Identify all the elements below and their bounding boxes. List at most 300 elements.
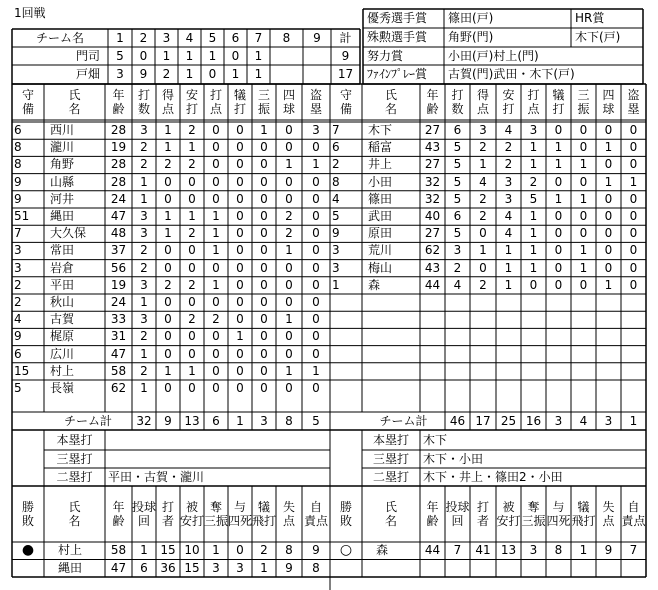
left-batter-stat: 0	[188, 243, 196, 258]
right-batter-stat: 1	[579, 243, 588, 258]
left-batter-stat: 0	[236, 260, 244, 275]
right-batter-stat: 27	[424, 157, 441, 172]
right-batter-stat: 5	[453, 174, 462, 189]
right-batter-stat: 0	[579, 123, 588, 137]
inning-score: 9	[139, 67, 148, 81]
left-extra-hit-value: 平田・古賀・瀧川	[108, 470, 205, 484]
right-batter-stat: 0	[479, 226, 487, 241]
right-batter-stat: 0	[579, 277, 588, 292]
left-batter-stat: 0	[212, 346, 220, 361]
right-team-total: 46	[449, 414, 466, 428]
right-batter-name: 篠田	[368, 191, 393, 206]
team-total: 9	[341, 49, 350, 63]
right-team-total: 3	[554, 414, 563, 428]
left-batter-stat: 1	[212, 226, 220, 241]
right-batter-stat: 6	[453, 123, 462, 137]
right-batter-stat: 4	[332, 191, 340, 206]
right-batting-header: 盗 塁	[627, 88, 640, 116]
right-batter-stat: 0	[604, 209, 613, 223]
right-batter-stat: 3	[504, 174, 513, 189]
left-batter-stat: 24	[110, 295, 127, 309]
right-batter-stat: 1	[504, 243, 513, 258]
right-batter-stat: 43	[424, 140, 441, 155]
left-batter-stat: 2	[285, 226, 293, 241]
right-batter-stat: 5	[453, 191, 462, 206]
left-batter-stat: 0	[260, 329, 268, 344]
right-batting-header: 三 振	[577, 88, 590, 116]
award-label: 殊勲選手賞	[367, 30, 428, 44]
left-batter-stat: 9	[14, 191, 22, 206]
left-batter-stat: 2	[140, 140, 148, 155]
left-batter-stat: 1	[285, 157, 293, 172]
left-batter-stat: 2	[212, 312, 220, 327]
right-batter-stat: 2	[504, 140, 513, 155]
right-batter-stat: 0	[604, 226, 613, 241]
left-batter-name: 大久保	[50, 226, 87, 241]
left-batter-stat: 1	[140, 295, 148, 309]
right-pitching-header: 勝 敗	[339, 500, 352, 528]
right-extra-hit-value: 木下・小田	[423, 452, 484, 466]
left-batter-stat: 0	[260, 226, 268, 241]
left-pitching-header: 犠 飛打	[252, 500, 277, 528]
right-batter-stat: 0	[604, 260, 613, 275]
right-batter-stat: 5	[453, 157, 462, 172]
left-batter-stat: 2	[14, 295, 22, 309]
left-batter-stat: 0	[260, 295, 268, 309]
left-batter-stat: 9	[14, 329, 22, 344]
left-batter-stat: 0	[212, 363, 220, 378]
left-pitcher-stat: 1	[260, 560, 268, 575]
right-batter-stat: 1	[529, 157, 538, 172]
right-team-total: 4	[579, 414, 588, 428]
inning-header: 4	[185, 31, 194, 45]
right-batter-stat: 1	[604, 140, 613, 155]
left-batter-stat: 2	[164, 277, 172, 292]
right-batter-stat: 0	[604, 243, 613, 258]
inning-score: 2	[162, 67, 171, 81]
left-batter-stat: 0	[164, 312, 172, 327]
right-batter-stat: 2	[529, 174, 538, 189]
left-batter-stat: 3	[140, 123, 148, 137]
right-batting-header: 年 齢	[426, 88, 439, 116]
score-header-team: チーム名	[35, 31, 84, 45]
left-batter-stat: 7	[14, 226, 22, 241]
right-batter-name: 小田	[368, 174, 393, 189]
right-batter-stat: 0	[629, 226, 638, 241]
left-extra-hit-value	[108, 430, 328, 450]
inning-score: 0	[139, 49, 148, 63]
left-pitcher-result	[12, 560, 44, 578]
award-label: 努力賞	[367, 49, 404, 63]
left-batter-stat: 3	[14, 260, 22, 275]
inning-header: 6	[231, 31, 240, 45]
left-batter-name: 梶原	[50, 329, 75, 344]
right-pitching-header: 与 四死	[546, 500, 571, 528]
left-batter-stat: 0	[260, 312, 268, 327]
left-batter-stat: 1	[140, 174, 148, 189]
left-batter-stat: 1	[285, 363, 293, 378]
right-batter-stat: 5	[453, 140, 462, 155]
right-extra-hit-label: 本塁打	[372, 433, 409, 447]
left-pitcher-stat: 1	[212, 543, 220, 557]
right-batter-stat: 3	[332, 260, 340, 275]
left-batter-stat: 28	[110, 174, 127, 189]
left-batter-stat: 2	[140, 363, 148, 378]
right-batter-stat: 2	[504, 157, 513, 172]
left-batter-stat: 2	[140, 260, 148, 275]
right-batter-stat: 0	[579, 140, 588, 155]
left-team-total: 5	[312, 414, 320, 428]
award-label: 優秀選手賞	[367, 11, 428, 25]
right-batter-stat: 7	[332, 123, 340, 137]
right-batter-stat: 1	[529, 243, 538, 258]
left-pitcher-stat: 3	[212, 560, 220, 575]
left-pitcher-stat: 15	[160, 543, 176, 557]
right-batter-stat: 6	[453, 209, 462, 223]
right-pitching-header: 自 責点	[621, 500, 646, 528]
left-batting-header: 打 点	[209, 88, 222, 116]
left-batter-name: 角野	[50, 157, 75, 172]
right-batter-stat: 0	[629, 260, 638, 275]
right-batter-stat: 0	[554, 226, 563, 241]
right-batter-stat: 1	[479, 243, 487, 258]
right-extra-hit-label: 三塁打	[372, 452, 409, 466]
inning-header: 2	[139, 31, 148, 45]
left-batter-stat: 9	[14, 174, 22, 189]
left-batting-header: 得 点	[161, 88, 174, 116]
left-batter-stat: 15	[14, 363, 30, 378]
right-batter-stat: 0	[554, 209, 563, 223]
right-batter-stat: 8	[332, 174, 340, 189]
left-pitcher-stat: 0	[236, 543, 244, 557]
right-pitching-header: 犠 飛打	[571, 500, 596, 528]
right-batter-stat: 1	[479, 157, 487, 172]
right-batting-header: 安 打	[502, 88, 515, 116]
left-batter-stat: 3	[140, 209, 148, 223]
award-extra: 木下(戸)	[575, 30, 621, 44]
right-batting-header: 得 点	[476, 88, 489, 116]
left-batter-stat: 0	[236, 123, 244, 137]
left-batter-stat: 58	[110, 363, 127, 378]
left-batter-stat: 37	[110, 243, 127, 258]
left-batter-stat: 0	[312, 174, 320, 189]
left-team-total: 32	[136, 414, 152, 428]
left-batter-stat: 19	[110, 277, 127, 292]
right-pitcher-stat: 7	[629, 543, 638, 557]
right-team-total: 1	[629, 414, 638, 428]
right-batter-stat: 1	[332, 277, 340, 292]
inning-header: 5	[208, 31, 217, 45]
left-pitching-header: 氏 名	[68, 500, 81, 528]
left-batter-stat: 28	[110, 157, 127, 172]
left-batter-stat: 3	[140, 312, 148, 327]
right-batter-stat: 1	[629, 174, 638, 189]
right-pitching-header: 打 者	[476, 500, 489, 528]
left-batter-stat: 6	[14, 123, 22, 137]
left-batter-stat: 0	[236, 277, 244, 292]
left-batter-stat: 0	[260, 174, 268, 189]
left-batter-stat: 1	[312, 157, 320, 172]
left-batter-stat: 2	[14, 277, 22, 292]
left-batter-stat: 0	[285, 191, 293, 206]
right-batter-stat: 3	[332, 243, 340, 258]
right-batter-stat: 3	[453, 243, 462, 258]
left-batter-name: 秋山	[50, 295, 75, 309]
inning-score	[270, 65, 303, 84]
left-batter-stat: 0	[312, 312, 320, 327]
right-team-total: 17	[475, 414, 491, 428]
left-batter-stat: 0	[236, 381, 244, 395]
left-batter-stat: 1	[188, 363, 196, 378]
left-batter-stat: 0	[312, 381, 320, 395]
left-batting-header: 氏 名	[68, 88, 81, 116]
right-batter-name: 梅山	[368, 260, 393, 275]
left-batter-stat: 0	[236, 191, 244, 206]
left-batter-stat: 47	[110, 209, 127, 223]
left-batter-stat: 0	[285, 295, 293, 309]
left-batting-header: 犠 打	[233, 88, 246, 116]
left-pitcher-stat: 36	[160, 560, 176, 575]
left-batter-stat: 0	[212, 191, 220, 206]
right-batter-stat: 1	[554, 191, 563, 206]
left-batter-stat: 62	[110, 381, 127, 395]
right-batter-stat: 2	[479, 209, 487, 223]
right-batter-stat: 1	[579, 260, 588, 275]
left-batter-stat: 0	[188, 381, 196, 395]
left-batter-stat: 0	[212, 123, 220, 137]
right-batter-stat: 0	[579, 209, 588, 223]
left-batter-stat: 0	[312, 260, 320, 275]
inning-score: 1	[254, 49, 263, 63]
left-batter-stat: 0	[312, 140, 320, 155]
right-batter-stat: 2	[479, 277, 487, 292]
left-batter-stat: 0	[212, 157, 220, 172]
right-batter-name: 木下	[368, 123, 393, 137]
award-value: 古賀(門)武田・木下(戸)	[448, 67, 575, 81]
left-team-total: 8	[285, 414, 293, 428]
left-batting-header: 三 振	[257, 88, 270, 116]
inning-score: 1	[162, 49, 171, 63]
left-batter-stat: 51	[14, 209, 30, 223]
left-batter-stat: 1	[236, 329, 244, 344]
right-batter-stat: 6	[332, 140, 340, 155]
left-pitching-header: 年 齢	[112, 500, 125, 528]
left-batter-stat: 0	[236, 157, 244, 172]
left-batter-stat: 0	[285, 381, 293, 395]
left-batter-stat: 0	[312, 277, 320, 292]
right-team-total: 25	[500, 414, 517, 428]
left-batter-stat: 3	[140, 226, 148, 241]
inning-header: 9	[313, 31, 321, 45]
right-batter-name: 稲富	[368, 140, 393, 155]
left-pitcher-stat: 1	[140, 543, 148, 557]
team-name: 門司	[75, 49, 100, 63]
inning-score: 3	[116, 67, 124, 81]
right-extra-hit-value: 木下	[423, 433, 448, 447]
left-batter-stat: 0	[260, 140, 268, 155]
left-batter-name: 山縣	[50, 174, 75, 189]
inning-header: 7	[254, 31, 263, 45]
right-batter-stat: 1	[554, 140, 563, 155]
left-batter-stat: 2	[164, 157, 172, 172]
left-batter-stat: 0	[236, 295, 244, 309]
right-batter-stat: 1	[529, 226, 538, 241]
right-batter-stat: 0	[629, 209, 638, 223]
left-batter-stat: 1	[188, 209, 196, 223]
left-batter-stat: 1	[188, 140, 196, 155]
inning-score: 5	[116, 49, 124, 63]
left-batter-name: 村上	[50, 363, 75, 378]
right-batter-stat: 3	[529, 123, 538, 137]
right-batter-stat: 1	[504, 260, 513, 275]
left-batter-stat: 33	[110, 312, 127, 327]
right-batter-stat: 9	[332, 226, 340, 241]
left-batter-stat: 6	[14, 346, 22, 361]
left-batter-name: 岩倉	[50, 260, 75, 275]
left-batter-stat: 2	[140, 329, 148, 344]
right-batter-name: 荒川	[368, 243, 393, 258]
right-batter-stat: 0	[554, 174, 563, 189]
left-batter-stat: 0	[236, 312, 244, 327]
right-pitching-header: 失 点	[602, 500, 615, 528]
left-batter-stat: 0	[260, 260, 268, 275]
right-batter-stat: 27	[424, 123, 441, 137]
left-batter-stat: 1	[164, 123, 172, 137]
right-batter-stat: 0	[554, 277, 563, 292]
left-batter-stat: 0	[164, 381, 172, 395]
left-batter-stat: 0	[188, 295, 196, 309]
left-extra-hit-label: 本塁打	[56, 433, 93, 447]
left-team-total-label: チーム計	[63, 414, 112, 428]
page-title: 1回戦	[14, 6, 46, 20]
left-batting-header: 年 齢	[112, 88, 125, 116]
right-pitching-header: 氏 名	[384, 500, 397, 528]
left-batter-stat: 3	[312, 123, 320, 137]
right-batter-stat: 1	[529, 260, 538, 275]
right-batter-stat: 0	[629, 157, 638, 172]
right-batter-stat: 4	[504, 209, 513, 223]
right-batter-stat: 5	[453, 226, 462, 241]
left-team-total: 9	[164, 414, 172, 428]
left-batter-stat: 1	[212, 243, 220, 258]
right-batter-stat: 0	[629, 123, 638, 137]
right-pitcher-stat: 7	[453, 543, 462, 557]
right-batter-stat: 2	[453, 260, 462, 275]
right-batter-stat: 27	[424, 226, 441, 241]
left-batter-stat: 0	[260, 209, 268, 223]
left-batter-stat: 0	[260, 363, 268, 378]
left-batter-stat: 0	[164, 295, 172, 309]
right-batter-stat: 4	[453, 277, 462, 292]
right-batter-stat: 40	[424, 209, 441, 223]
left-batter-stat: 0	[260, 277, 268, 292]
right-pitcher-stat: 9	[604, 543, 613, 557]
right-pitcher-stat: 44	[424, 543, 441, 557]
right-extra-hit-label: 二塁打	[372, 470, 409, 484]
right-batter-stat: 0	[629, 191, 638, 206]
inning-header: 8	[282, 31, 291, 45]
right-batter-name: 原田	[368, 226, 393, 241]
left-batter-stat: 0	[312, 243, 320, 258]
left-batter-stat: 0	[236, 209, 244, 223]
left-batter-stat: 0	[260, 191, 268, 206]
right-pitcher-name: 森	[376, 543, 389, 557]
left-pitcher-stat: 8	[285, 543, 293, 557]
right-pitching-header: 被 安打	[496, 500, 521, 528]
right-batter-stat: 1	[579, 191, 588, 206]
left-batter-name: 広川	[50, 346, 75, 361]
left-batter-stat: 0	[236, 363, 244, 378]
left-batter-stat: 1	[260, 123, 268, 137]
right-batter-stat: 62	[424, 243, 441, 258]
right-extra-hit-value: 木下・井上・篠田2・小田	[423, 470, 563, 484]
right-batter-stat: 0	[554, 260, 563, 275]
left-batter-stat: 8	[14, 157, 22, 172]
left-pitcher-stat: 15	[184, 560, 200, 575]
team-total: 17	[337, 67, 354, 81]
inning-score	[303, 47, 331, 65]
left-batter-stat: 0	[236, 140, 244, 155]
right-batter-stat: 2	[479, 140, 487, 155]
left-batter-stat: 47	[110, 346, 127, 361]
right-batter-stat: 4	[504, 123, 513, 137]
left-batter-stat: 24	[110, 191, 127, 206]
right-batter-stat: 0	[629, 243, 638, 258]
left-batter-stat: 0	[212, 174, 220, 189]
right-batter-stat: 1	[529, 140, 538, 155]
left-batter-stat: 56	[110, 260, 127, 275]
left-batting-header: 安 打	[185, 88, 198, 116]
left-batter-stat: 0	[285, 277, 293, 292]
left-batter-name: 西川	[50, 123, 75, 137]
left-pitcher-name: 縄田	[58, 560, 83, 575]
award-value: 篠田(戸)	[448, 11, 494, 25]
left-batter-stat: 2	[285, 209, 293, 223]
right-batter-stat: 0	[554, 123, 563, 137]
left-batter-stat: 0	[164, 174, 172, 189]
right-batter-stat: 3	[479, 123, 487, 137]
right-batter-stat: 0	[604, 157, 613, 172]
left-batter-stat: 0	[164, 243, 172, 258]
right-batter-stat: 1	[554, 157, 563, 172]
left-batter-name: 河井	[50, 191, 75, 206]
left-pitcher-stat: 3	[236, 560, 244, 575]
left-batter-name: 長嶺	[50, 381, 75, 395]
left-batter-stat: 0	[188, 174, 196, 189]
left-batter-stat: 19	[110, 140, 127, 155]
left-batter-stat: 0	[236, 243, 244, 258]
left-team-total: 3	[260, 414, 268, 428]
left-pitcher-stat: 9	[285, 560, 293, 575]
left-batter-stat: 2	[140, 243, 148, 258]
left-batter-name: 瀧川	[50, 140, 75, 155]
left-batter-stat: 0	[212, 260, 220, 275]
right-pitching-header: 年 齢	[426, 500, 439, 528]
left-pitcher-stat: 9	[312, 543, 320, 557]
left-batter-stat: 0	[164, 191, 172, 206]
left-batting-header: 盗 塁	[309, 88, 322, 116]
left-batter-stat: 0	[312, 346, 320, 361]
left-batter-stat: 1	[212, 277, 220, 292]
left-batter-stat: 0	[164, 329, 172, 344]
left-batter-stat: 0	[188, 260, 196, 275]
left-batter-stat: 2	[140, 157, 148, 172]
left-batter-stat: 0	[188, 191, 196, 206]
left-extra-hit-label: 二塁打	[56, 470, 93, 484]
right-batter-stat: 43	[424, 260, 441, 275]
left-batting-header: 守 備	[21, 88, 34, 116]
right-batter-name: 森	[368, 277, 381, 292]
